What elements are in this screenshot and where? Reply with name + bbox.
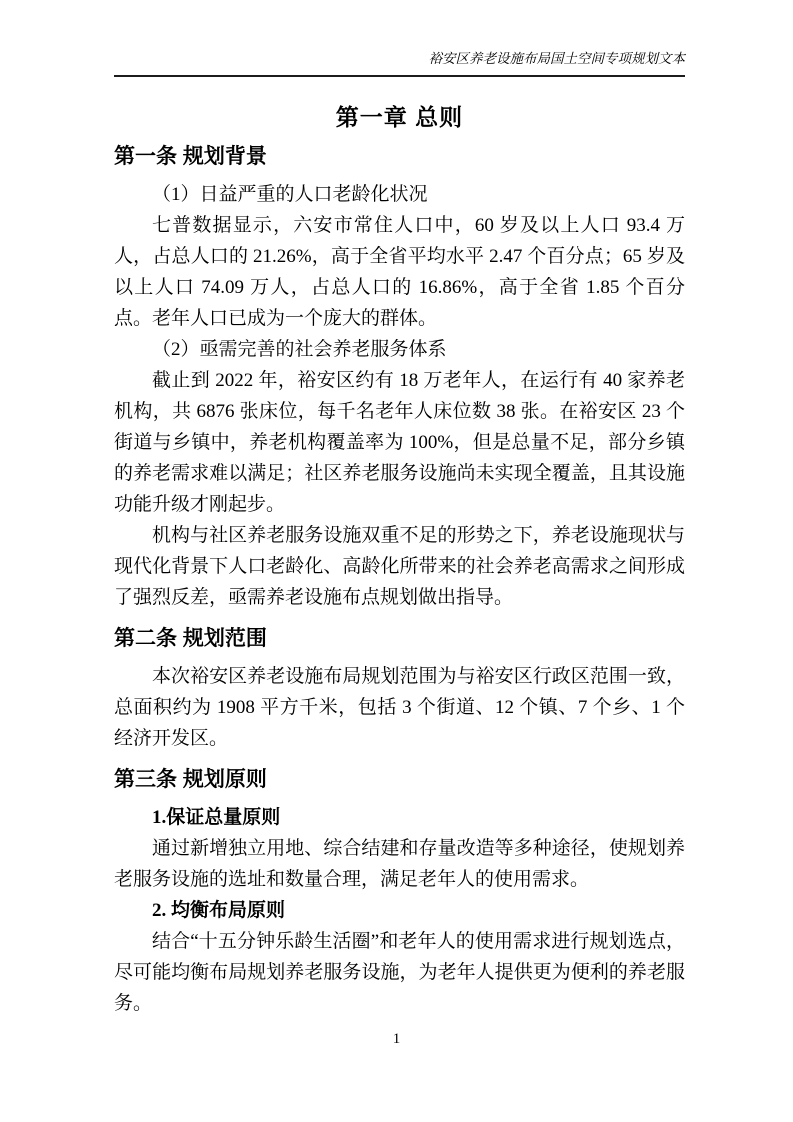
- paragraph: 机构与社区养老服务设施双重不足的形势之下，养老设施现状与现代化背景下人口老龄化、高龄化所带来的社会养老高需求之间形成了强烈反差，亟需养老设施布点规划做出指导。: [114, 525, 685, 608]
- section-heading: 第一条 规划背景: [114, 145, 267, 168]
- section-heading: 第三条 规划原则: [114, 768, 267, 791]
- section-planning-background: [114, 143, 685, 613]
- chapter-title: 第一章 总则: [335, 104, 464, 130]
- sub-heading: 1.保证总量原则: [152, 807, 281, 828]
- section-planning-scope: [114, 625, 685, 754]
- paragraph: 结合“十五分钟乐龄生活圈”和老年人的使用需求进行规划选点，尽可能均衡布局规划养老服务设施，为老年人提供更为便利的养老服务。: [114, 931, 685, 1014]
- paragraph: 通过新增独立用地、综合结建和存量改造等多种途径，使规划养老服务设施的选址和数量合理，满足老年人的使用需求。: [114, 838, 685, 890]
- page-number: 1: [392, 1031, 401, 1047]
- running-header: [114, 50, 685, 77]
- paragraph: 七普数据显示，六安市常住人口中，60 岁及以上人口 93.4 万人，占总人口的 21.26%，高于全省平均水平 2.47 个百分点；65 岁及以上人口 74.09 万人，占总人口的 16.86%，高于全省 1.85 个百分点。老年人口已成为一个庞大的群体。: [114, 215, 685, 329]
- paragraph: 本次裕安区养老设施布局规划范围为与裕安区行政区范围一致，总面积约为 1908 平方千米，包括 3 个街道、12 个镇、7 个乡、1 个经济开发区。: [114, 666, 685, 749]
- list-item: （2）亟需完善的社会养老服务体系: [152, 339, 447, 360]
- sub-heading: 2. 均衡布局原则: [152, 900, 286, 921]
- section-planning-principles: [114, 766, 685, 1019]
- list-item: （1）日益严重的人口老龄化状况: [152, 184, 428, 205]
- section-heading: 第二条 规划范围: [114, 627, 267, 650]
- paragraph: 截止到 2022 年，裕安区约有 18 万老年人，在运行有 40 家养老机构，共 6876 张床位，每千名老年人床位数 38 张。在裕安区 23 个街道与乡镇中，养老机构覆盖率为 100%，但是总量不足，部分乡镇的养老需求难以满足；社区养老服务设施尚未实现全覆盖，且其设施功能升级才刚起步。: [114, 370, 685, 515]
- running-header-text: 裕安区养老设施布局国土空间专项规划文本: [428, 51, 685, 66]
